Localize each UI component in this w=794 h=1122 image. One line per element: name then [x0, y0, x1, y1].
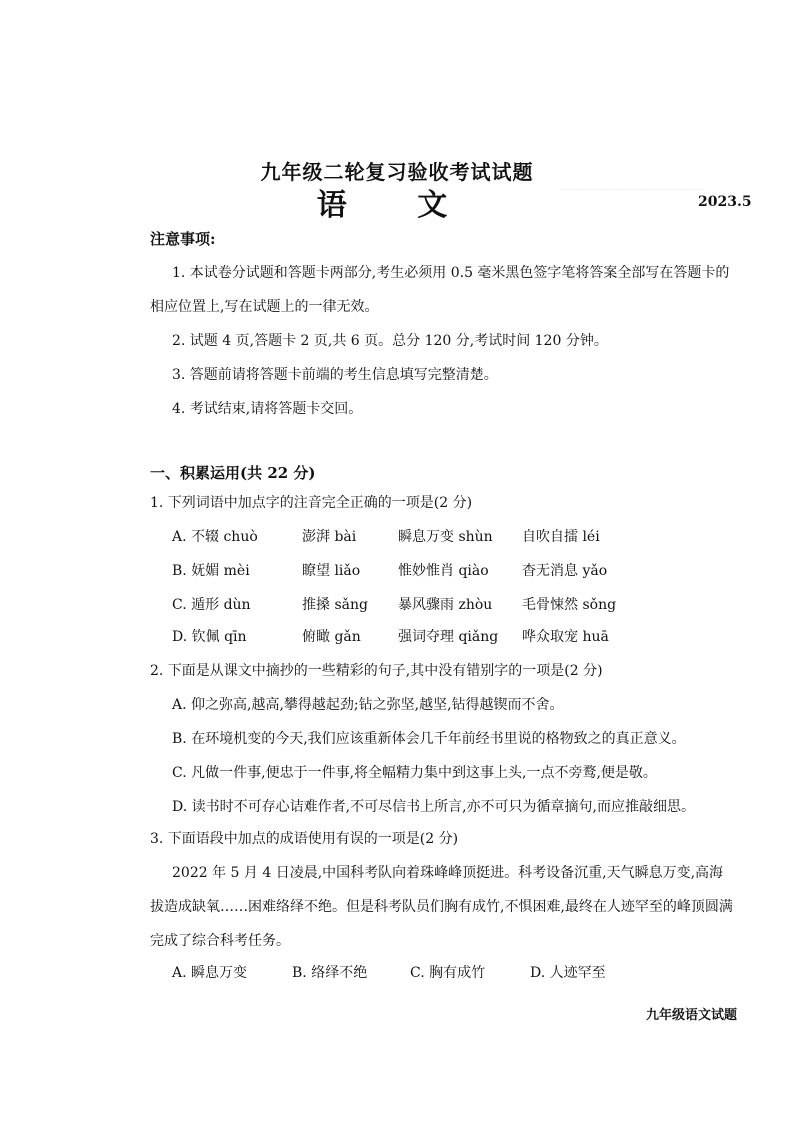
q1-option-cell: C. 遁形 dùn	[172, 597, 251, 613]
notice-heading: 注意事项:	[150, 230, 216, 248]
q1-option-cell: 强词夺理 qiǎng	[398, 629, 499, 645]
page-footer: 九年级语文试题	[646, 1008, 738, 1023]
q3-option: A. 瞬息万变	[172, 965, 248, 981]
notice-item: 4. 考试结束,请将答题卡交回。	[172, 401, 363, 417]
exam-date: 2023.5	[698, 194, 752, 210]
q2-option: D. 读书时不可存心诘难作者,不可尽信书上所言,亦不可只为循章摘句,而应推敲细思。	[172, 799, 695, 815]
q1-option-cell: 杳无消息 yǎo	[522, 563, 608, 579]
q1-option-cell: B. 妩媚 mèi	[172, 563, 250, 579]
q3-option: C. 胸有成竹	[410, 965, 486, 981]
subject-title: 语 文	[316, 188, 478, 223]
q2-option: C. 凡做一件事,便忠于一件事,将全幅精力集中到这事上头,一点不旁鹜,便是敬。	[172, 765, 657, 781]
q1-option-cell: 澎湃 bài	[302, 529, 357, 545]
q1-option-cell: 暴风骤雨 zhòu	[398, 597, 493, 613]
q1-option-cell: 惟妙惟肖 qiào	[398, 563, 489, 579]
q1-option-cell: 自吹自擂 léi	[522, 529, 600, 545]
notice-item: 1. 本试卷分试题和答题卡两部分,考生必须用 0.5 毫米黑色签字笔将答案全部写在答题卡的	[172, 265, 730, 281]
q1-option-cell: 瞭望 liǎo	[302, 563, 361, 579]
section-heading: 一、积累运用(共 22 分)	[150, 464, 316, 482]
q2-option: A. 仰之弥高,越高,攀得越起劲;钻之弥坚,越坚,钻得越锲而不舍。	[172, 697, 564, 713]
q1-option-cell: 哗众取宠 huā	[522, 629, 609, 645]
q3-option: B. 络绎不绝	[292, 965, 368, 981]
exam-title: 九年级二轮复习验收考试试题	[260, 160, 534, 184]
question-stem: 1. 下列词语中加点字的注音完全正确的一项是(2 分)	[150, 495, 473, 511]
q3-passage-line: 拔造成缺氧……困难络绎不绝。但是科考队员们胸有成竹,不惧困难,最终在人迹罕至的峰顶圆满	[150, 899, 733, 915]
q1-option-cell: 俯瞰 gǎn	[302, 629, 361, 645]
q1-option-cell: 推搡 sǎng	[302, 597, 368, 613]
notice-item: 2. 试题 4 页,答题卡 2 页,共 6 页。总分 120 分,考试时间 120 分钟。	[172, 333, 608, 349]
notice-item: 相应位置上,写在试题上的一律无效。	[150, 299, 379, 315]
q1-option-cell: D. 钦佩 qīn	[172, 629, 247, 645]
q1-option-cell: A. 不辍 chuò	[172, 529, 258, 545]
notice-item: 3. 答题前请将答题卡前端的考生信息填写完整清楚。	[172, 367, 498, 383]
q3-passage-line: 2022 年 5 月 4 日凌晨,中国科考队向着珠峰峰顶挺进。科考设备沉重,天气瞬息万变,高海	[172, 865, 724, 881]
q1-option-cell: 毛骨悚然 sǒng	[522, 597, 617, 613]
q2-option: B. 在环境机变的今天,我们应该重新体会几千年前经书里说的格物致之的真正意义。	[172, 731, 686, 747]
q1-option-cell: 瞬息万变 shùn	[398, 529, 493, 545]
question-stem: 3. 下面语段中加点的成语使用有误的一项是(2 分)	[150, 831, 459, 847]
q3-passage-line: 完成了综合科考任务。	[150, 933, 290, 949]
bleed-through-text: ———————————	[560, 182, 703, 197]
q3-option: D. 人迹罕至	[530, 965, 606, 981]
question-stem: 2. 下面是从课文中摘抄的一些精彩的句子,其中没有错别字的一项是(2 分)	[150, 663, 603, 679]
